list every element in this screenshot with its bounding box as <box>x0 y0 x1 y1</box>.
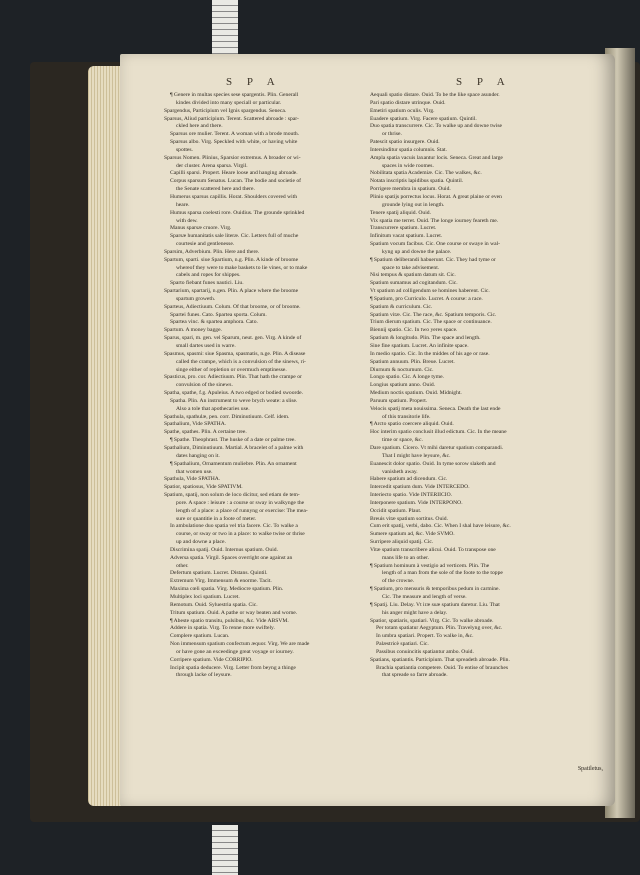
dictionary-line: Discrimina spatij. Ouid. Internus spatium. Ouid. <box>170 546 278 553</box>
dictionary-line: Spartei funes. Cato. Spartea sporta. Colum. <box>170 311 267 318</box>
dictionary-line: In umbra spatiari. Propert. To walke in, &c. <box>376 633 474 640</box>
dictionary-line: Notata inscriptis lapidibus spatia. Quintil. <box>370 178 464 185</box>
dictionary-line: Biennij spatio. Cic. In two yeres space. <box>370 327 458 334</box>
dictionary-line: Spatha, spathe, f.g. Apuleius. A two edged or bodied swoorde. <box>164 390 304 397</box>
dictionary-line: Sparsæ humanitatis sale literæ. Cic. Letters full of muche <box>170 233 299 240</box>
dictionary-line: Interponere spatium. Vide INTERPONO. <box>370 499 463 506</box>
dictionary-line: Humus sparsa coelesti rore. Ouidius. The grounde sprinkled <box>170 209 305 216</box>
dictionary-line: Spathula, spathulæ, pen. corr. Diminutiuum. Celf. idem. <box>164 413 290 420</box>
dictionary-line: Spatians, spatiantis. Participium. That spreadeth abroade. Plin. <box>370 656 510 663</box>
dictionary-line: Patescit spatio insurgere. Ouid. <box>370 139 440 146</box>
dictionary-line: Spatior, spatiaris, spatiari. Virg. Cic. To walke abroade. <box>370 617 494 624</box>
left-column <box>164 92 382 680</box>
dictionary-line: Sparus, spari, m. gen. vel Sparum, neut. gen. Virg. A kinde of <box>164 335 302 342</box>
dictionary-line: ckled here and there. <box>176 123 223 130</box>
dictionary-line: that women use. <box>176 468 213 475</box>
dictionary-line: length of a place: a place of runnyng or exercise: The mea- <box>176 507 308 514</box>
dictionary-line: Pari spatio distare utrinque. Ouid. <box>370 99 446 106</box>
dictionary-line: Sparteus, Adiectiuum. Colum. Of that broome, or of broome. <box>164 303 301 310</box>
dictionary-line: dates hanging on it. <box>176 452 220 459</box>
dictionary-line: Longo spatio. Cic. A longe tyme. <box>370 374 444 381</box>
dictionary-line: Paruum spatium. Propert. <box>370 397 428 404</box>
dictionary-line: Spartarium, spartarij, n.gen. Plin. A place where the broome <box>164 288 299 295</box>
dictionary-line: his anger might have a delay. <box>382 609 448 616</box>
dictionary-line: spottes. <box>176 146 193 153</box>
dictionary-line: Sumere spatium ad, &c. Vide SVMO. <box>370 531 455 538</box>
dictionary-line: Incipit spatia deducere. Virg. Letter from beyng a thinge <box>170 664 296 671</box>
dictionary-line: Vix spatia me terret. Ouid. The longe iourney feareth me. <box>370 217 499 224</box>
dictionary-line: Also a tole that apothecaries use. <box>176 405 250 412</box>
dictionary-line: Longius spatium anno. Ouid. <box>370 382 436 389</box>
dictionary-line: Nisi tempus & spatium datum sit. Cic. <box>370 272 456 279</box>
dictionary-line: Intercedit spatium dum. Vide INTERCEDO. <box>370 484 470 491</box>
dictionary-line: der cluster. Arena sparsa. Virgil. <box>176 162 248 169</box>
dictionary-line: Spasmus, spasmi: siue Spasma, spasmatis, n.ge. Plin. A disease <box>164 350 306 357</box>
dictionary-line: cabels and ropes for shippes. <box>176 272 241 279</box>
dictionary-line: whereof they were to make baskets to lie vines, or to make <box>176 264 308 271</box>
dictionary-line: Spartum, sparti. siue Spartium, n.g. Plin. A kinde of broome <box>164 256 299 263</box>
dictionary-line: Spatium & longitudo. Plin. The space and length. <box>370 335 481 342</box>
catchword: Spatiletus, <box>577 766 603 772</box>
dictionary-line: Spartea vinc. & spartea amphora. Cato. <box>170 319 258 326</box>
dictionary-line: Spathe, spathes. Plin. A certaine tree. <box>164 429 247 436</box>
dictionary-line: Euadere spatium. Virg. Facere spatium. Quintil. <box>370 115 477 122</box>
dictionary-line: ¶ Spatium hominum à vestigio ad verticem. Plin. The <box>370 562 490 569</box>
dictionary-line: sure or quantitie in a foote of meter. <box>176 515 257 522</box>
dictionary-line: spaces in wide roomes. <box>382 162 434 169</box>
dictionary-line: kyng up and downe the palace. <box>382 248 452 255</box>
scale-ruler-bottom <box>212 825 238 875</box>
dictionary-line: Spartum. A money bagge. <box>164 327 222 334</box>
dictionary-line: Passibus conuincitis spatiantur ambo. Ouid. <box>376 648 474 655</box>
dictionary-line: Euanescit dolor spatio. Ouid. In tyme sorow slaketh and <box>370 460 496 467</box>
dictionary-line: convulsion of the sinews. <box>176 382 233 389</box>
dictionary-line: ¶ Genere in multas species sese spargentis. Plin. Generall <box>170 92 299 98</box>
dictionary-line: through lacke of leysure. <box>176 672 232 679</box>
dictionary-line: singe either of repletion or overmuch emptinesse. <box>176 366 287 373</box>
dictionary-line: That I might have leysure, &c. <box>382 452 451 459</box>
dictionary-line: Maxima cœli spatia. Virg. Mediocre spatium. Plin. <box>170 586 284 593</box>
dictionary-line: ¶ Spathe. Theophrast. The huske of a date or palme tree. <box>170 437 296 444</box>
dictionary-line: with dew. <box>176 217 198 224</box>
dictionary-line: Per totam spatiatur Aegyptum. Plin. Travelyng over, &c. <box>376 625 503 632</box>
dictionary-page <box>120 54 615 806</box>
dictionary-line: other. <box>176 562 189 569</box>
dictionary-line: Sparsus ore mulier. Terent. A woman with a brode mouth. <box>170 131 300 138</box>
dictionary-line: Velocis spatij meta nouissima. Seneca. Death the last ende <box>370 405 501 412</box>
dictionary-line: grounde lying out in length. <box>382 201 445 208</box>
dictionary-line: Remotum. Ouid. Syluestria spatia. Cic. <box>170 601 258 608</box>
dictionary-line: ¶ Spatium deliberandi habuerunt. Cic. They had tyme or <box>370 256 496 263</box>
dictionary-line: Surripere aliquid spatij. Cic. <box>370 539 434 546</box>
dictionary-line: Spatha. Plin. An instrument to weve brych weate: a slise. <box>170 397 298 404</box>
dictionary-line: Intersinditur spatia columnis. Stat. <box>370 146 447 153</box>
dictionary-line: Adversa spatia. Virgil. Spaces overright one against an <box>170 554 293 561</box>
dictionary-line: Habere spatium ad dicendum. Cic. <box>370 476 448 483</box>
dictionary-line: that spreade so farre abroade. <box>382 672 448 679</box>
dictionary-line: Cum erit spatij, verbi, dabo. Cic. When I shal have leisure, &c. <box>370 523 511 530</box>
dictionary-line: spartum groweth. <box>176 295 216 302</box>
right-column <box>370 92 604 680</box>
dictionary-line: Infinitum vacat spatium. Lucret. <box>370 233 443 240</box>
dictionary-line: In ambulatione duo spatia vel tria facere. Cic. To walke a <box>170 523 298 530</box>
dictionary-line: Nobilitata spatia Academiæ. Cic. The walkes, &c. <box>370 170 482 177</box>
dictionary-line: Spatium sumamus ad cogitandum. Cic. <box>370 280 458 287</box>
dictionary-line: small dartes used in warre. <box>176 343 236 349</box>
dictionary-line: Breuis vitæ spatium sortitus. Ouid. <box>370 515 449 522</box>
dictionary-line: Sparsus, Aliud participium. Terent. Scattered abroade : spar- <box>164 115 299 122</box>
dictionary-line: Spatium & curriculum. Cic. <box>370 303 433 310</box>
dictionary-line: or have gone an exceedinge great voyage or iourney. <box>176 648 294 655</box>
dictionary-line: Non immensum spatium confectum æquor. Virg. We are made <box>170 641 310 648</box>
dictionary-line: Occidit spatium. Plaut. <box>370 507 422 514</box>
dictionary-line: or thrise. <box>382 131 402 138</box>
dictionary-line: Corripere spatium. Vide CORRIPIO. <box>170 656 253 663</box>
dictionary-line: Brachia spatiantia competere. Ouid. To entise of braunches <box>376 664 508 671</box>
dictionary-line: Interiecto spatio. Vide INTERIICIO. <box>370 492 453 499</box>
dictionary-line: ¶ Arcto spatio coercere aliquid. Ouid. <box>370 421 454 428</box>
dictionary-line: Spathalium, Diminutiuum. Martial. A bracelet of a palme with <box>164 444 304 451</box>
dictionary-line: Spargendus, Participium vel Ignis spargendus. Seneca. <box>164 107 287 114</box>
dictionary-line: Spathalium, Vide SPATHA. <box>164 421 227 428</box>
dictionary-line: Transcurrere spatium. Lucret. <box>370 225 437 232</box>
dictionary-line: Humerus sparsus capillis. Horat. Shoulders covered with <box>170 193 298 200</box>
dictionary-line: ¶ Spathalium, Ornamentum muliebre. Plin. An ornament <box>170 460 297 467</box>
dictionary-line: Vt spatium ad colligendum se homines haberent. Cic. <box>370 288 490 295</box>
dictionary-line: Spasticus, pro. cor. Adiectiuum. Plin. That hath the crampe or <box>164 374 302 381</box>
dictionary-line: ¶ Spatij. Liu. Delay. Vt iræ suæ spatium daretur. Liu. That <box>370 601 500 608</box>
dictionary-line: Tenere spatij aliquid. Ouid. <box>370 209 431 216</box>
dictionary-line: Addere in spatia. Virg. To renne more swiftely. <box>170 625 275 632</box>
dictionary-line: Plinio spatijs porrectus locus. Horat. A great plaine or even <box>370 193 502 200</box>
dictionary-line: up and downe a place. <box>176 539 226 546</box>
dictionary-line: Multiplex loci spatium. Lucret. <box>170 594 240 600</box>
left-running-head: S P A <box>226 76 281 88</box>
dictionary-line: Spathula, Vide SPATHA. <box>164 476 221 483</box>
dictionary-line: vanisheth away. <box>382 468 418 475</box>
dictionary-line: space to take advisement. <box>382 264 440 271</box>
dictionary-line: Palæstricè spatiari. Cic. <box>376 641 429 648</box>
dictionary-line: heare. <box>176 201 190 208</box>
dictionary-line: Sparto fiebant funes nautici. Liu. <box>170 280 244 287</box>
dictionary-line: of this transitorie life. <box>382 413 431 420</box>
dictionary-line: In medio spatio. Cic. In the middes of his age or rase. <box>370 350 490 357</box>
dictionary-line: Spatium annuum. Plin. Breue. Lucret. <box>370 358 455 365</box>
dictionary-line: kindes divided into many speciall or particular. <box>176 99 282 106</box>
dictionary-line: mans life to an other. <box>382 554 430 561</box>
dictionary-line: Porrigere membra in spatium. Ouid. <box>370 186 451 193</box>
dictionary-line: Medium noctis spatium. Ouid. Midnight. <box>370 390 462 397</box>
dictionary-line: Trium dierum spatium. Cic. The space or continuance. <box>370 319 492 326</box>
dictionary-line: ¶ Abeste spatio transitu, pulsibus, &c. Vide ABSVM. <box>170 617 289 624</box>
dictionary-line: Hoc interim spatio conclusit illud edictum. Cic. In the meane <box>370 429 507 436</box>
dictionary-line: ¶ Spatium, pro Curriculo. Lucret. A course: a race. <box>370 295 483 302</box>
dictionary-line: Diurnum & nocturnum. Cic. <box>370 366 434 373</box>
right-running-head: S P A <box>456 76 511 88</box>
dictionary-line: pore. A space : leisure : a course or sway in walkynge the <box>176 499 305 506</box>
dictionary-line: Sparsim, Adverbium. Plin. Here and there. <box>164 248 260 255</box>
dictionary-line: Sine fine spatium. Lucret. An infinite space. <box>370 343 469 349</box>
dictionary-line: Tritum spatium. Ouid. A pathe or way beaten and worne. <box>170 609 298 616</box>
dictionary-line: length of a man from the sole of the foote to the toppe <box>382 570 503 577</box>
dictionary-line: Defertum spatium. Lucret. Distans. Quintil. <box>170 570 268 577</box>
scale-ruler-top <box>212 0 238 58</box>
dictionary-line: Spatium vocum facibus. Cic. One course or swaye in wal- <box>370 241 501 248</box>
dictionary-line: Spatior, spatiosus, Vide SPATIVM. <box>164 484 243 491</box>
dictionary-line: Dare spatium. Cicero. Vt mihi daretur spatium comparandi. <box>370 444 504 451</box>
dictionary-line: Sparsus albo. Virg. Speckled with white, or having white <box>170 139 298 146</box>
dictionary-line: the Senate scattered here and there. <box>176 186 255 193</box>
dictionary-line: Cic. The measure and length of verse. <box>382 594 467 600</box>
dictionary-line: courtesie and gentlenesse. <box>176 241 235 248</box>
dictionary-line: Vitæ spatium transcribere alicui. Ouid. To transpose one <box>370 546 496 553</box>
dictionary-line: Ampla spatia vacuis laxantur locis. Seneca. Great and large <box>370 154 503 161</box>
dictionary-line: Spatium vitæ. Cic. The race, &c. Spatium temporis. Cic. <box>370 311 497 318</box>
dictionary-line: course, or sway or two in a place: to walke twise or thrise <box>176 531 305 538</box>
dictionary-line: Corpus sparsum Senatus. Lucan. The bodie and societie of <box>170 178 302 185</box>
dictionary-line: Emetiri spatium oculis. Virg. <box>370 107 435 114</box>
dictionary-line: Spatium, spatij, non solum de loco dicitur, sed etiam de tem- <box>164 492 300 499</box>
dictionary-line: ¶ Spatium, pro mensuris & temporibus pedum in carmine. <box>370 586 500 593</box>
dictionary-line: Sparsus Nomen. Plinius, Sparsior extremus. A broader or wi- <box>164 154 301 161</box>
dictionary-line: Extremum Virg. Immensum & enorme. Tacit. <box>170 578 272 585</box>
dictionary-line: time or space, &c. <box>382 437 423 444</box>
dictionary-line: Complere spatium. Lucan. <box>170 633 230 640</box>
dictionary-line: Capilli sparsi. Propert. Heare loose and hanging abroade. <box>170 170 298 177</box>
dictionary-line: called the crampe, which is a convulsion of the sinews, ri- <box>176 358 306 365</box>
dictionary-line: Aequali spatio distare. Ouid. To be the like space asunder. <box>370 92 500 98</box>
dictionary-line: of the crowne. <box>382 578 415 585</box>
dictionary-line: Manus sparsæ cruore. Virg. <box>170 225 232 232</box>
dictionary-line: Duo spatia transcurrere. Cic. To walke up and downe twise <box>370 123 503 130</box>
